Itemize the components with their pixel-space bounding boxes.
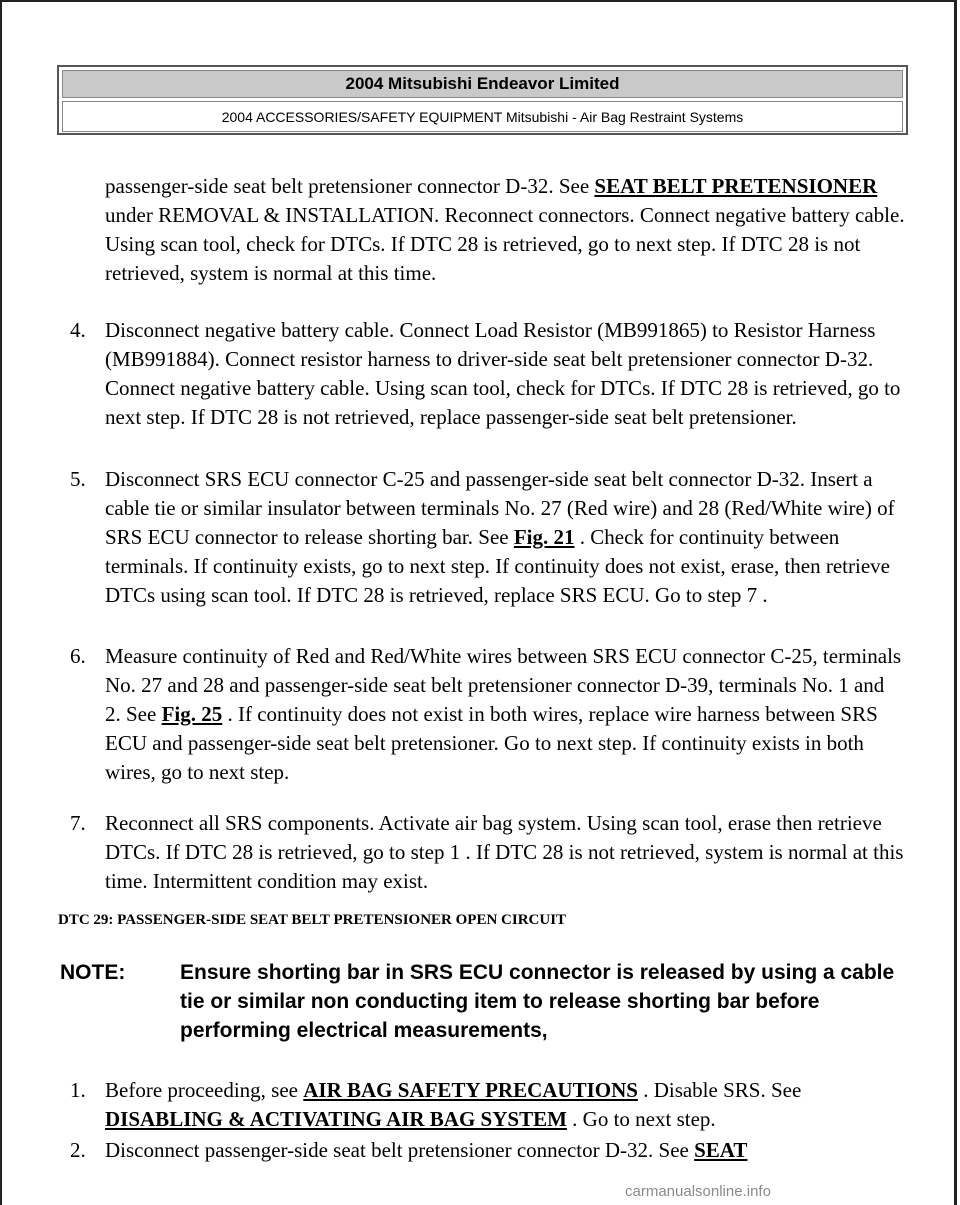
step-text: Before proceeding, see AIR BAG SAFETY PRECAUTIONS . Disable SRS. See DISABLING & ACTIVATING AIR BAG SYSTEM . Go to next step. [105, 1078, 802, 1131]
step-text: Measure continuity of Red and Red/White wires between SRS ECU connector C-25, terminals No. 27 and 28 and passenger-side seat belt pretensioner connector D-39, terminals No. 1 and 2. See Fig. 25 . If continuity does not exist in both wires, replace wire harness between SRS ECU and passenger-side seat belt pretensioner. Go to next step. If continuity exists in both wires, go to next step. [105, 644, 902, 784]
air-bag-safety-precautions-link[interactable]: AIR BAG SAFETY PRECAUTIONS [303, 1078, 638, 1102]
list-item [70, 316, 910, 432]
intro-text-cont: under REMOVAL & INSTALLATION. Reconnect connectors. Connect negative battery cable. Using scan tool, check for DTCs. If DTC 28 is retrieved, go to next step. If DTC 28 is not retrieved, system is normal at this time. [105, 203, 905, 285]
document-header [57, 65, 908, 135]
seat-belt-pretensioner-link[interactable]: SEAT BELT PRETENSIONER [594, 174, 878, 198]
intro-paragraph [105, 172, 905, 288]
seat-link[interactable]: SEAT [694, 1138, 748, 1162]
fig-25-link[interactable]: Fig. 25 [161, 702, 223, 726]
step-number: 6. [70, 644, 86, 668]
step-number: 5. [70, 467, 86, 491]
disabling-activating-air-bag-link[interactable]: DISABLING & ACTIVATING AIR BAG SYSTEM [105, 1107, 567, 1131]
step-text: Disconnect negative battery cable. Connect Load Resistor (MB991865) to Resistor Harness (MB991884). Connect resistor harness to driver-side seat belt pretensioner connector D-32. Connect negative battery cable. Using scan tool, check for DTCs. If DTC 28 is retrieved, go to next step. If DTC 28 is not retrieved, replace passenger-side seat belt pretensioner. [105, 318, 901, 429]
list-item [70, 1136, 910, 1165]
header-subtitle: 2004 ACCESSORIES/SAFETY EQUIPMENT Mitsubishi - Air Bag Restraint Systems [62, 101, 903, 132]
step-text: Disconnect passenger-side seat belt pretensioner connector D-32. See SEAT [105, 1138, 748, 1162]
header-title: 2004 Mitsubishi Endeavor Limited [62, 70, 903, 98]
list-item [70, 465, 910, 610]
note-box [60, 958, 910, 1045]
step-text: Reconnect all SRS components. Activate air bag system. Using scan tool, erase then retrieve DTCs. If DTC 28 is retrieved, go to step 1 . If DTC 28 is not retrieved, system is normal at this time. Intermittent condition may exist. [105, 811, 904, 893]
step-number: 4. [70, 318, 86, 342]
intro-text: passenger-side seat belt pretensioner connector D-32. See [105, 174, 595, 198]
section-heading: DTC 29: PASSENGER-SIDE SEAT BELT PRETENSIONER OPEN CIRCUIT [58, 912, 567, 928]
list-item [70, 809, 910, 896]
note-text: Ensure shorting bar in SRS ECU connector is released by using a cable tie or similar non conducting item to release shorting bar before performing electrical measurements, [180, 961, 895, 1042]
list-item [70, 642, 910, 787]
list-item [70, 1076, 910, 1134]
fig-21-link[interactable]: Fig. 21 [513, 525, 575, 549]
step-number: 7. [70, 811, 86, 835]
step-number: 1. [70, 1078, 86, 1102]
step-number: 2. [70, 1138, 86, 1162]
watermark-footer: carmanualsonline.info [625, 1183, 771, 1200]
step-text: Disconnect SRS ECU connector C-25 and passenger-side seat belt connector D-32. Insert a cable tie or similar insulator between terminals No. 27 (Red wire) and 28 (Red/White wire) of SRS ECU connector to release shorting bar. See Fig. 21 . Check for continuity between terminals. If continuity exists, go to next step. If continuity does not exist, erase, then retrieve DTCs using scan tool. If DTC 28 is retrieved, replace SRS ECU. Go to step 7 . [105, 467, 895, 607]
note-label: NOTE: [60, 961, 126, 984]
